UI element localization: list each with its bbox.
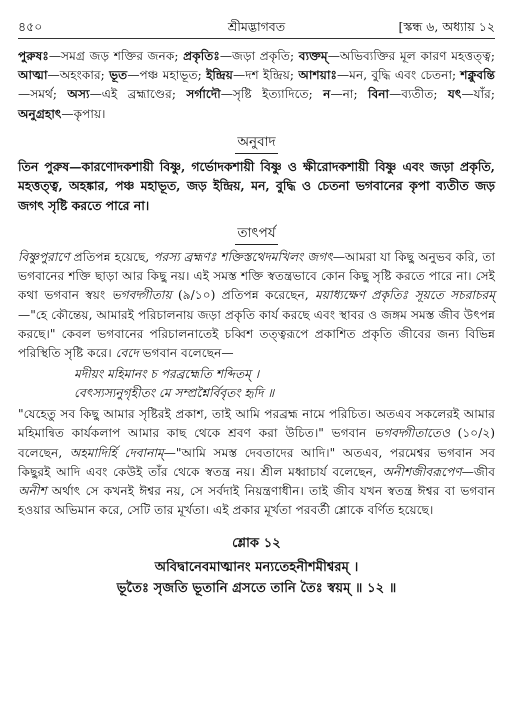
page-header — [18, 18, 495, 39]
vedic-quote-line-1: মদীয়ং মহিমানং চ পরব্রহ্মেতি শব্দিতম্ । — [74, 367, 260, 382]
synonym-meaning: —দশ ইন্দ্রিয়; — [232, 68, 299, 83]
sanskrit-quote: ময়াধ্যক্ষেণ প্রকৃতিঃ সূয়তে সচরাচরম্ — [315, 288, 496, 303]
chapter-reference: [স্কন্ধ ৬, অধ্যায় ১২ — [398, 19, 495, 34]
synonym-meaning: —মন, বুদ্ধি এবং চেতনা; — [336, 68, 461, 83]
purport-heading — [18, 223, 495, 245]
synonym-meaning: —পঞ্চ মহাভূত; — [127, 68, 207, 83]
synonym-word: শক্নুবন্তি — [460, 68, 495, 83]
verse-line-1: অবিদ্বানেবমাত্মানং মন্যতেহনীশমীশ্বরম্ । — [154, 560, 359, 576]
synonyms-paragraph — [18, 47, 495, 124]
purport-text: —জীব — [461, 464, 495, 479]
source-reference: বেদে — [115, 346, 139, 361]
purport-paragraph-1 — [18, 248, 495, 363]
purport-text: ভগবান বলেছেন— — [138, 346, 234, 361]
synonym-meaning: —জড়া প্রকৃতি; — [219, 49, 299, 63]
purport-text: "যেহেতু সব কিছু আমার সৃষ্টিরই প্রকাশ, তাই আমি পরব্রহ্ম নামে পরিচিত। অতএব সকলেরই আমার মহিমান্বিত কার্যকলাপ আমার কাছ থেকে শ্রবণ করা উচিত।" ভগবান — [18, 407, 495, 441]
source-reference: বিষ্ণুপুরাণে — [18, 250, 70, 265]
sanskrit-quote: অনীশ — [18, 484, 47, 499]
source-reference: ভগবদ্গীতাতেও — [374, 426, 450, 441]
synonym-meaning: —না; — [330, 87, 368, 102]
translation-text: তিন পুরুষ—কারণোদকশায়ী বিষ্ণু, গর্ভোদকশায়ী বিষ্ণু ও ক্ষীরোদকশায়ী বিষ্ণু এবং জড়া প্রকৃতি, মহত্তত্ত্ব, অহঙ্কার, পঞ্চ মহাভূত, জড় ইন্দ্রিয়, মন, বুদ্ধি ও চেতনা ভগবানের কৃপা ব্যতীত জড় জগৎ সৃষ্টি করতে পারে না। — [18, 158, 495, 213]
purport-text: —"হে কৌন্তেয়, আমারই পরিচালনায় জড়া প্রকৃতি কার্য করছে এবং স্থাবর ও জঙ্গম সমস্ত জীব উৎপন্ন করছে।" কেবল ভগবানের পরিচালনাতেই চব্বিশ তত্ত্বরূপে প্রকাশিত প্রকৃতি জীবের জন্য বিভিন্ন পরিস্থিতি সৃষ্টি করে। — [18, 307, 495, 361]
synonym-meaning: —অভিব্যক্তির মূল কারণ মহত্তত্ত্ব; — [327, 49, 496, 63]
synonym-word: অনুগ্রহাৎ — [18, 106, 62, 121]
synonym-word: অস্য — [67, 87, 90, 102]
translation-heading — [18, 132, 495, 154]
page-number: ৪৫০ — [18, 19, 43, 34]
sanskrit-quote: পরস্য ব্রহ্মণঃ শক্তিস্তথেদমখিলং জগৎ — [153, 250, 333, 265]
translation-heading-text: অনুবাদ — [235, 132, 277, 154]
synonym-meaning: —সমগ্র জড় শক্তির জনক; — [48, 49, 184, 63]
synonym-meaning: —সৃষ্টি ইত্যাদিতে; — [220, 87, 324, 102]
synonym-meaning: —যাঁর; — [461, 87, 495, 102]
synonym-word: ইন্দ্রিয় — [206, 68, 233, 83]
verse-line-2: ভূতৈঃ সৃজতি ভূতানি গ্রসতে তানি তৈঃ স্বয়ম্ ॥ ১২ ॥ — [116, 581, 397, 597]
synonym-meaning: —কৃপায়। — [61, 106, 106, 121]
purport-paragraph-2 — [18, 405, 495, 520]
purport-text: (১০/২) বলেছেন, — [18, 426, 496, 460]
synonym-word: ভূত — [109, 68, 128, 83]
verse-heading: শ্লোক ১২ — [232, 536, 281, 552]
sanskrit-quote: অহমাদির্হি দেবানাম্ — [69, 445, 164, 460]
purport-text: প্রতিপন্ন হয়েছে, — [69, 250, 154, 265]
synonym-word: পুরুষঃ — [18, 49, 49, 63]
synonym-word: ব্যক্তম্ — [298, 49, 328, 63]
purport-text: অর্থাৎ সে কখনই ঈশ্বর নয়, সে সর্বদাই নিয়ন্ত্রণাধীন। তাই জীব যখন স্বতন্ত্র ঈশ্বর বা ভগবান হওয়ার অভিমান করে, সেটি তার মূর্খতা। এই প্রকার মূর্খতা পরবর্তী শ্লোকে বর্ণিত হয়েছে। — [18, 484, 495, 518]
synonym-meaning: —ব্যতীত; — [389, 87, 448, 102]
synonym-meaning: —এই ব্রহ্মাণ্ডের; — [89, 87, 187, 102]
purport-heading-text: তাৎপর্য — [235, 223, 277, 245]
purport-text: —আমরা যা কিছু অনুভব করি, তা ভগবানের শক্তি ছাড়া আর কিছু নয়। এই সমস্ত শক্তি স্বতন্ত্রভাবে কোন কিছু সৃষ্টি করতে পারে না। সেই কথা ভগবান স্বয়ং — [18, 250, 496, 303]
synonym-meaning: —অহংকার; — [47, 68, 110, 83]
purport-text: —"আমি সমস্ত দেবতাদের আদি।" অতএব, পরমেশ্বর ভগবান সব কিছুরই আদি এবং কেউই তাঁর থেকে স্বতন্ত্র নয়। শ্রীল মধ্বাচার্য বলেছেন, — [18, 445, 495, 479]
purport-text: (৯/১০) প্রতিপন্ন করেছেন, — [171, 288, 315, 303]
source-reference: ভগবদ্গীতায় — [111, 288, 172, 303]
sanskrit-quote: অনীশজীবরূপেণ — [382, 464, 462, 479]
synonym-word: যৎ — [447, 87, 462, 102]
vedic-quote — [74, 365, 495, 403]
synonym-word: সর্গাদৌ — [186, 87, 221, 102]
synonym-word: বিনা — [367, 87, 390, 102]
synonym-word: প্রকৃতিঃ — [183, 49, 220, 63]
vedic-quote-line-2: বেৎস্যস্যনুগৃহীতং মে সম্প্রশ্নৈর্বিবৃতং হৃদি ॥ — [74, 386, 275, 401]
synonym-word: আত্মা — [18, 68, 48, 83]
book-title: শ্রীমদ্ভাগবত — [227, 19, 286, 34]
synonym-meaning: —সমর্থ; — [18, 87, 68, 102]
synonym-word: আশয়াঃ — [298, 68, 337, 83]
synonym-word: ন — [323, 87, 331, 102]
